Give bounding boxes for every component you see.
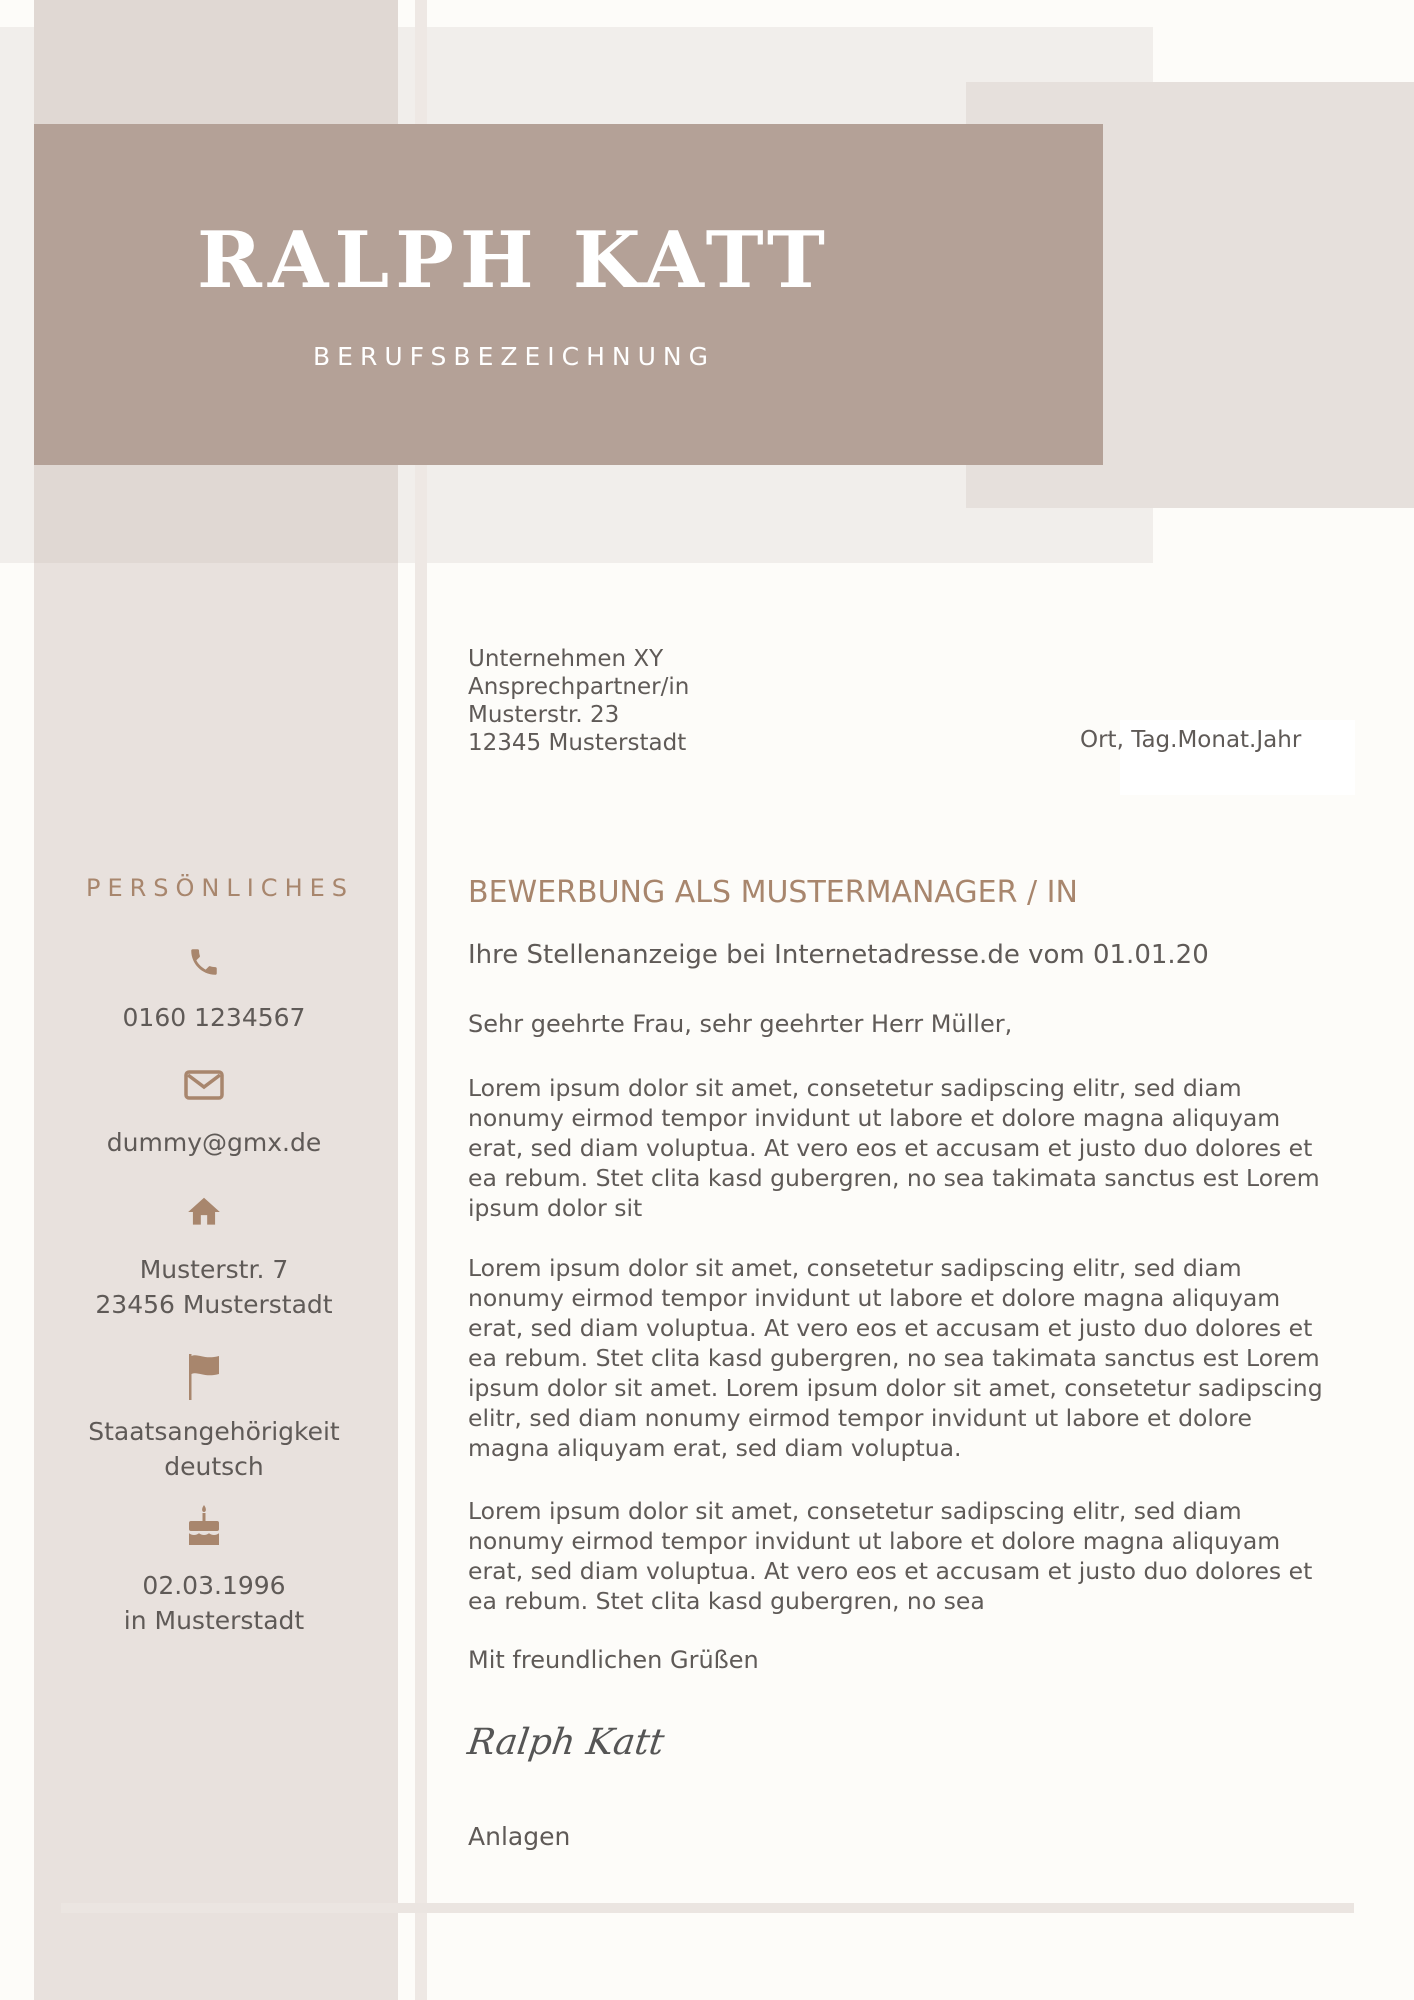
recipient-contact: Ansprechpartner/in: [468, 674, 690, 700]
home-icon: [34, 1193, 374, 1235]
signature: Ralph Katt: [465, 1722, 667, 1763]
body-paragraph-3: [468, 1496, 1348, 1616]
mail-icon: [34, 1068, 374, 1106]
job-title: BERUFSBEZEICHNUNG: [313, 342, 715, 371]
nationality: [34, 1414, 394, 1484]
email-address: [34, 1125, 394, 1160]
paragraph-line: ipsum dolor sit amet. Lorem ipsum dolor sit amet, consetetur sadipscing: [468, 1374, 1323, 1402]
recipient-city: 12345 Musterstadt: [468, 730, 687, 756]
birth-place: in Musterstadt: [123, 1606, 305, 1635]
paragraph-line: elitr, sed diam nonumy eirmod tempor invidunt ut labore et dolore: [468, 1404, 1252, 1432]
job-ad-reference: Ihre Stellenanzeige bei Internetadresse.de vom 01.01.20: [468, 940, 1209, 970]
salutation: Sehr geehrte Frau, sehr geehrter Herr Müller,: [468, 1010, 1013, 1038]
birthday-cake-icon: [34, 1503, 374, 1551]
applicant-name: RALPH KATT: [197, 215, 831, 306]
birth-info: [34, 1568, 394, 1638]
body-paragraph-1: [468, 1073, 1348, 1223]
paragraph-line: nonumy eirmod tempor invidunt ut labore et dolore magna aliquyam: [468, 1527, 1281, 1555]
recipient-company: Unternehmen XY: [468, 646, 664, 672]
paragraph-line: nonumy eirmod tempor invidunt ut labore et dolore magna aliquyam: [468, 1284, 1281, 1312]
nationality-label: Staatsangehörigkeit: [88, 1417, 340, 1446]
home-address: [34, 1252, 394, 1322]
enclosures-label: Anlagen: [468, 1822, 571, 1851]
body-paragraph-2: [468, 1253, 1348, 1463]
paragraph-line: ea rebum. Stet clita kasd gubergren, no sea takimata sanctus est Lorem: [468, 1164, 1320, 1192]
address-city: 23456 Musterstadt: [95, 1290, 333, 1319]
phone-icon: [34, 945, 374, 983]
email-text: dummy@gmx.de: [106, 1128, 322, 1157]
paragraph-line: erat, sed diam voluptua. At vero eos et accusam et justo duo dolores et: [468, 1557, 1313, 1585]
phone-number: [34, 1000, 394, 1035]
paragraph-line: ea rebum. Stet clita kasd gubergren, no sea: [468, 1587, 985, 1615]
paragraph-line: erat, sed diam voluptua. At vero eos et accusam et justo duo dolores et: [468, 1134, 1313, 1162]
paragraph-line: erat, sed diam voluptua. At vero eos et accusam et justo duo dolores et: [468, 1314, 1313, 1342]
nationality-value: deutsch: [164, 1452, 264, 1481]
closing-phrase: Mit freundlichen Grüßen: [468, 1646, 759, 1674]
place-date: Ort, Tag.Monat.Jahr: [1080, 727, 1302, 753]
sidebar-heading: PERSÖNLICHES: [85, 874, 355, 902]
flag-icon: [34, 1352, 374, 1406]
paragraph-line: magna aliquyam erat, sed diam voluptua.: [468, 1434, 962, 1462]
paragraph-line: Lorem ipsum dolor sit amet, consetetur sadipscing elitr, sed diam: [468, 1254, 1242, 1282]
paragraph-line: ipsum dolor sit: [468, 1194, 643, 1222]
paragraph-line: Lorem ipsum dolor sit amet, consetetur sadipscing elitr, sed diam: [468, 1074, 1242, 1102]
paragraph-line: nonumy eirmod tempor invidunt ut labore et dolore magna aliquyam: [468, 1104, 1281, 1132]
address-street: Musterstr. 7: [139, 1255, 289, 1284]
paragraph-line: Lorem ipsum dolor sit amet, consetetur sadipscing elitr, sed diam: [468, 1497, 1242, 1525]
paragraph-line: ea rebum. Stet clita kasd gubergren, no sea takimata sanctus est Lorem: [468, 1344, 1320, 1372]
footer-divider: [61, 1903, 1354, 1913]
recipient-street: Musterstr. 23: [468, 702, 620, 728]
birth-date: 02.03.1996: [142, 1571, 286, 1600]
phone-text: 0160 1234567: [122, 1003, 306, 1032]
letter-subject: BEWERBUNG ALS MUSTERMANAGER / IN: [468, 875, 1078, 910]
